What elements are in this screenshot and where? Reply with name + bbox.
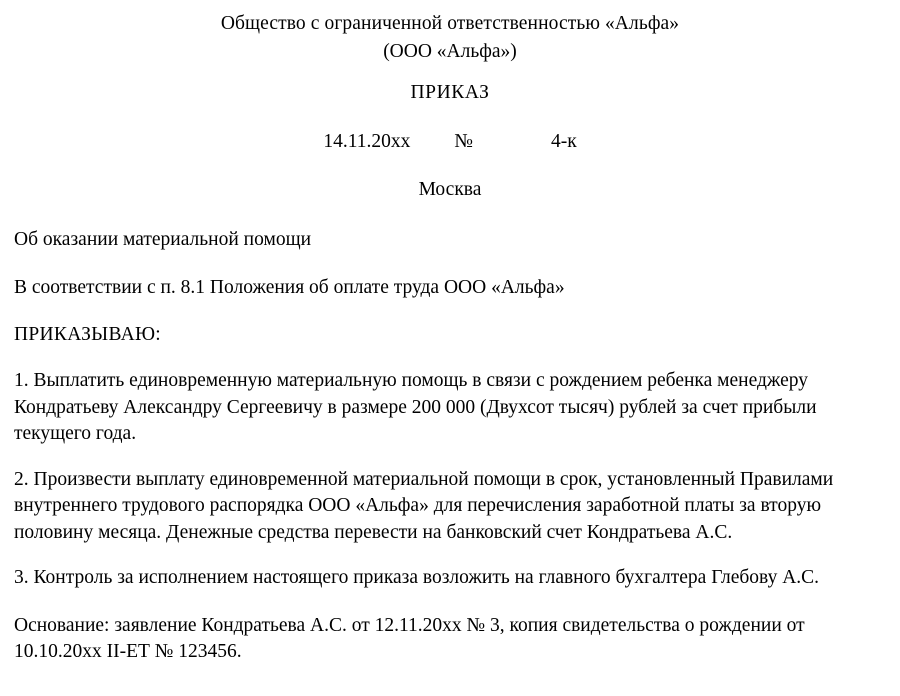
document-meta-row [14,128,886,156]
document-city: Москва [418,179,482,200]
order-clause-1: 1. Выплатить единовременную материальную помощь в связи с рождением ребенка менеджеру Кондратьеву Александру Сергеевичу в размере 200 000 (Двухсот тысяч) рублей за счет прибыли текущего года. [14,370,817,444]
order-clause-3: 3. Контроль за исполнением настоящего приказа возложить на главного бухгалтера Глебову А.С. [14,567,820,588]
order-clause-2: 2. Произвести выплату единовременной материальной помощи в срок, установленный Правилами внутреннего трудового распорядка ООО «Альфа» для перечисления заработной платы за вторую половину месяца. Денежные средства перевести на банковский счет Кондратьева А.С. [14,468,834,543]
document-subject: Об оказании материальной помощи [14,229,312,250]
document-number-value: 4-к [550,131,577,152]
order-keyword: ПРИКАЗЫВАЮ: [14,324,162,345]
document-grounds-note: Основание: заявление Кондратьева А.С. от 12.11.20хх № 3, копия свидетельства о рождении от 10.10.20хх II-ЕТ № 123456. [14,614,805,662]
document-type-title: ПРИКАЗ [410,82,490,103]
organization-short-name: (ООО «Альфа») [383,41,517,62]
organization-full-name: Общество с ограниченной ответственностью «Альфа» [220,13,680,34]
document-basis: В соответствии с п. 8.1 Положения об оплате труда ООО «Альфа» [14,277,565,298]
document-date: 14.11.20хх [323,131,411,152]
document-number-label: № [454,131,473,152]
